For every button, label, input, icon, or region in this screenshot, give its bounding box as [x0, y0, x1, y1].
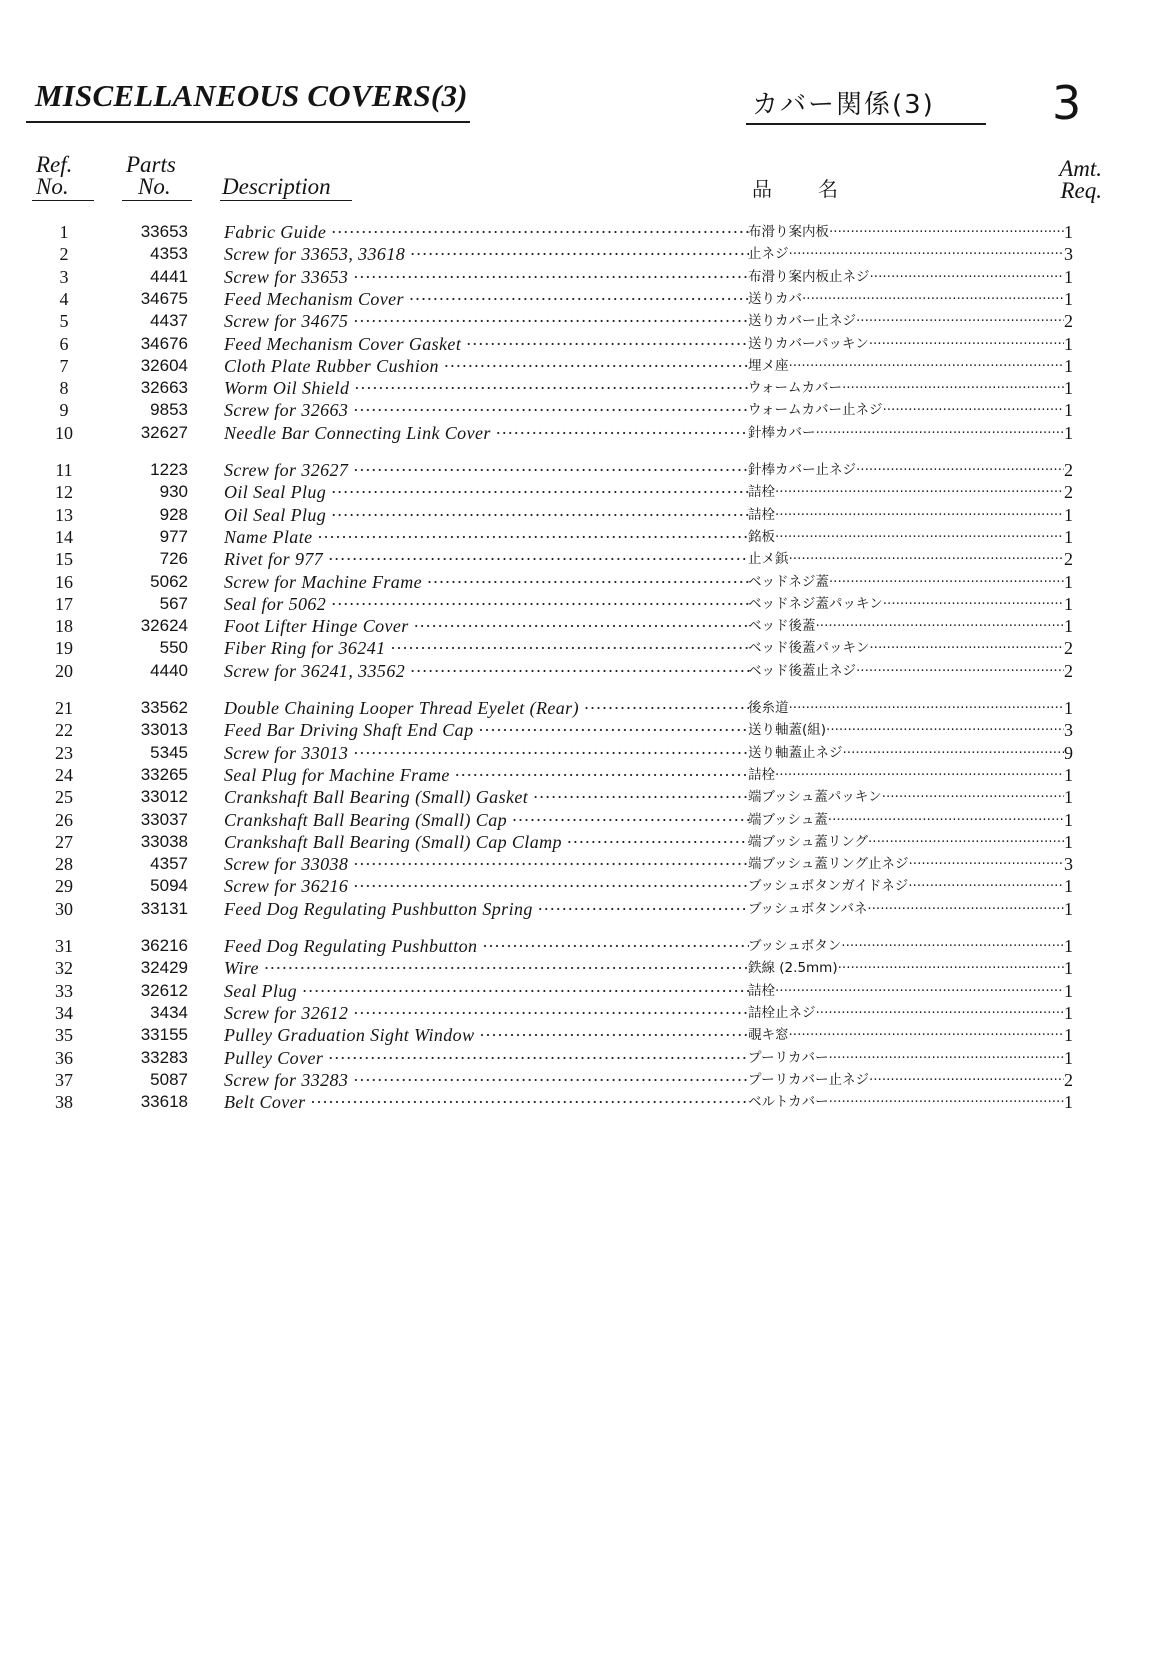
table-row [0, 875, 1174, 897]
ref-no-cell: 6 [59, 333, 69, 354]
table-row [0, 764, 1174, 786]
amount-cell: 2 [1064, 638, 1073, 659]
table-row [0, 786, 1174, 808]
parts-no-cell: 33012 [140, 787, 188, 807]
amount-cell: 2 [1064, 482, 1073, 503]
table-row [0, 333, 1174, 355]
amount-cell: 1 [1064, 698, 1073, 718]
japanese-name-cell: 布滑り案内板止ネジ ····· [748, 266, 1064, 288]
description-cell: Cloth Plate Rubber Cushion ····· [224, 355, 749, 377]
description-cell: Double Chaining Looper Thread Eyelet (Rear) ····· [224, 697, 749, 719]
table-row [0, 481, 1174, 503]
ref-no-cell: 15 [55, 549, 73, 570]
japanese-name-cell: 埋メ座 ····· [748, 355, 1064, 377]
japanese-name-cell: 端ブッシュ蓋リング止ネジ ····· [748, 853, 1064, 875]
parts-no-cell: 36216 [140, 936, 188, 955]
japanese-name-cell: 詰栓 ····· [748, 764, 1064, 786]
parts-no-cell: 4357 [150, 854, 188, 874]
parts-no-cell: 5094 [150, 876, 188, 896]
japanese-name-cell: ウォームカバー止ネジ ····· [748, 399, 1064, 421]
parts-no-cell: 33013 [140, 720, 188, 740]
parts-no-cell: 32663 [140, 378, 188, 398]
description-cell: Screw for 33013 ····· [224, 742, 749, 764]
amount-cell: 1 [1064, 266, 1073, 287]
japanese-name-cell: 銘板 ····· [748, 526, 1064, 548]
japanese-name-cell: 詰栓 ····· [748, 504, 1064, 526]
table-row [0, 221, 1174, 243]
ref-no-cell: 10 [55, 422, 73, 443]
table-row [0, 898, 1174, 920]
japanese-name-cell: プーリカバー止ネジ ····· [748, 1069, 1064, 1091]
japanese-name-cell: 止ネジ ····· [748, 243, 1064, 265]
description-cell: Screw for 33283 ····· [224, 1069, 749, 1091]
ref-no-cell: 18 [55, 616, 73, 637]
ref-no-cell: 2 [59, 244, 69, 265]
ref-no-cell: 21 [55, 698, 73, 718]
table-row [0, 935, 1174, 957]
parts-no-cell: 33155 [140, 1025, 188, 1045]
ref-no-cell: 38 [55, 1092, 73, 1113]
description-cell: Belt Cover ····· [224, 1091, 749, 1113]
table-row [0, 571, 1174, 593]
japanese-name-cell: ベッド後蓋 ····· [748, 615, 1064, 637]
table-row [0, 526, 1174, 548]
description-cell: Pulley Graduation Sight Window ····· [224, 1024, 749, 1046]
table-row [0, 422, 1174, 444]
parts-no-cell: 4440 [150, 660, 188, 680]
description-cell: Crankshaft Ball Bearing (Small) Gasket ····· [224, 786, 749, 808]
description-cell: Screw for 32627 ····· [224, 459, 749, 481]
parts-no-cell: 977 [159, 526, 188, 546]
page-number: 3 [1052, 76, 1082, 130]
parts-no-cell: 4441 [150, 266, 188, 286]
table-row [0, 355, 1174, 377]
amount-cell: 1 [1064, 616, 1073, 637]
amount-cell: 1 [1064, 400, 1073, 421]
description-cell: Screw for 33038 ····· [224, 853, 749, 875]
amount-cell: 2 [1064, 311, 1073, 332]
ref-no-cell: 14 [55, 526, 73, 547]
ref-no-cell: 23 [55, 742, 73, 763]
description-cell: Feed Dog Regulating Pushbutton ····· [224, 935, 749, 957]
parts-no-cell: 33653 [140, 222, 188, 241]
parts-no-cell: 33038 [140, 831, 188, 851]
table-row [0, 957, 1174, 979]
japanese-name-cell: ベッドネジ蓋 ····· [748, 571, 1064, 593]
table-row [0, 593, 1174, 615]
table-row [0, 697, 1174, 719]
table-row [0, 266, 1174, 288]
ref-no-cell: 32 [55, 958, 73, 979]
parts-no-cell: 34676 [140, 333, 188, 353]
ref-no-cell: 29 [55, 876, 73, 897]
table-row [0, 980, 1174, 1002]
ref-no-cell: 31 [55, 936, 73, 956]
ref-no-cell: 26 [55, 809, 73, 830]
japanese-name-cell: 送りカバ ····· [748, 288, 1064, 310]
amount-cell: 1 [1064, 936, 1073, 956]
parts-no-cell: 930 [159, 482, 188, 502]
parts-no-cell: 4437 [150, 311, 188, 331]
parts-no-cell: 1223 [150, 460, 188, 479]
parts-no-cell: 33283 [140, 1047, 188, 1067]
ref-no-cell: 25 [55, 787, 73, 808]
amount-cell: 2 [1064, 549, 1073, 570]
ref-no-cell: 35 [55, 1025, 73, 1046]
japanese-name-cell: 針棒カバー止ネジ ····· [748, 459, 1064, 481]
description-cell: Name Plate ····· [224, 526, 749, 548]
amount-cell: 1 [1064, 526, 1073, 547]
column-header-ref-line1: Ref. [36, 152, 73, 177]
ref-no-cell: 37 [55, 1069, 73, 1090]
description-cell: Feed Dog Regulating Pushbutton Spring ····· [224, 898, 749, 920]
japanese-name-cell: 端ブッシュ蓋 ····· [748, 809, 1064, 831]
description-cell: Needle Bar Connecting Link Cover ····· [224, 422, 749, 444]
table-row [0, 1091, 1174, 1113]
amount-cell: 1 [1064, 980, 1073, 1001]
parts-no-cell: 33037 [140, 809, 188, 829]
ref-no-cell: 34 [55, 1002, 73, 1023]
japanese-name-cell: ベルトカバー ····· [748, 1091, 1064, 1113]
description-cell: Rivet for 977 ····· [224, 548, 749, 570]
ref-no-cell: 28 [55, 854, 73, 875]
description-cell: Screw for 36241, 33562 ····· [224, 660, 749, 682]
description-cell: Foot Lifter Hinge Cover ····· [224, 615, 749, 637]
column-header-parts-line1: Parts [126, 152, 176, 177]
japanese-name-cell: ブッシュボタンガイドネジ ····· [748, 875, 1064, 897]
description-cell: Screw for 33653, 33618 ····· [224, 243, 749, 265]
table-row [0, 719, 1174, 741]
amount-cell: 9 [1064, 742, 1073, 763]
description-cell: Fabric Guide ····· [224, 221, 749, 243]
parts-no-cell: 32612 [140, 980, 188, 1000]
column-header-description: Description [222, 174, 331, 199]
description-cell: Screw for 32663 ····· [224, 399, 749, 421]
japanese-name-cell: 止メ鋲 ····· [748, 548, 1064, 570]
description-cell: Screw for 33653 ····· [224, 266, 749, 288]
ref-no-cell: 4 [59, 288, 69, 309]
table-row [0, 288, 1174, 310]
title-english: MISCELLANEOUS COVERS(3) [35, 78, 468, 113]
japanese-name-cell: 針棒カバー ····· [748, 422, 1064, 444]
ref-no-cell: 30 [55, 898, 73, 919]
amount-cell: 2 [1064, 1069, 1073, 1090]
ref-no-cell: 1 [59, 222, 69, 242]
ref-no-cell: 8 [59, 378, 69, 399]
amount-cell: 1 [1064, 222, 1073, 242]
table-row [0, 1002, 1174, 1024]
ref-no-cell: 11 [55, 460, 73, 480]
description-cell: Seal Plug ····· [224, 980, 749, 1002]
ref-no-cell: 24 [55, 764, 73, 785]
japanese-name-cell: 後糸道 ····· [748, 697, 1064, 719]
amount-cell: 1 [1064, 504, 1073, 525]
table-row [0, 853, 1174, 875]
parts-no-cell: 3434 [150, 1002, 188, 1022]
table-row [0, 504, 1174, 526]
description-cell: Wire ····· [224, 957, 749, 979]
ref-no-cell: 17 [55, 593, 73, 614]
description-cell: Seal for 5062 ····· [224, 593, 749, 615]
column-header-amt-line2: Req. [1060, 178, 1102, 203]
table-row [0, 1024, 1174, 1046]
column-header-japanese-name: 品 名 [752, 177, 840, 201]
amount-cell: 1 [1064, 355, 1073, 376]
ref-no-cell: 33 [55, 980, 73, 1001]
japanese-name-cell: 送りカバー止ネジ ····· [748, 310, 1064, 332]
parts-no-cell: 32429 [140, 958, 188, 978]
parts-no-cell: 5345 [150, 742, 188, 762]
description-cell: Crankshaft Ball Bearing (Small) Cap Clamp ····· [224, 831, 749, 853]
ref-no-cell: 36 [55, 1047, 73, 1068]
table-row [0, 660, 1174, 682]
ref-no-cell: 27 [55, 831, 73, 852]
description-cell: Screw for 34675 ····· [224, 310, 749, 332]
description-cell: Feed Mechanism Cover ····· [224, 288, 749, 310]
parts-no-cell: 550 [159, 638, 188, 658]
japanese-name-cell: 送りカバーパッキン ····· [748, 333, 1064, 355]
amount-cell: 1 [1064, 1002, 1073, 1023]
description-cell: Feed Bar Driving Shaft End Cap ····· [224, 719, 749, 741]
table-row [0, 399, 1174, 421]
amount-cell: 1 [1064, 1025, 1073, 1046]
description-cell: Worm Oil Shield ····· [224, 377, 749, 399]
table-row [0, 548, 1174, 570]
japanese-name-cell: 端ブッシュ蓋リング ····· [748, 831, 1064, 853]
parts-no-cell: 5062 [150, 571, 188, 591]
table-row [0, 377, 1174, 399]
table-row [0, 310, 1174, 332]
parts-no-cell: 33131 [140, 898, 188, 918]
ref-no-cell: 12 [55, 482, 73, 503]
amount-cell: 1 [1064, 1092, 1073, 1113]
description-cell: Seal Plug for Machine Frame ····· [224, 764, 749, 786]
ref-no-cell: 7 [59, 355, 69, 376]
parts-no-cell: 32624 [140, 616, 188, 636]
table-row [0, 615, 1174, 637]
ref-no-cell: 16 [55, 571, 73, 592]
column-header-amt-line1: Amt. [1059, 156, 1102, 181]
parts-no-cell: 5087 [150, 1069, 188, 1089]
description-cell: Pulley Cover ····· [224, 1047, 749, 1069]
parts-no-cell: 33618 [140, 1092, 188, 1112]
amount-cell: 1 [1064, 288, 1073, 309]
japanese-name-cell: ウォームカバー ····· [748, 377, 1064, 399]
description-cell: Crankshaft Ball Bearing (Small) Cap ····· [224, 809, 749, 831]
japanese-name-cell: 詰栓 ····· [748, 980, 1064, 1002]
amount-cell: 2 [1064, 660, 1073, 681]
parts-no-cell: 32627 [140, 422, 188, 442]
amount-cell: 1 [1064, 333, 1073, 354]
amount-cell: 1 [1064, 1047, 1073, 1068]
parts-no-cell: 32604 [140, 355, 188, 375]
column-header-ref-line2: No. [36, 174, 69, 199]
japanese-name-cell: ブッシュボタンバネ ····· [748, 898, 1064, 920]
amount-cell: 1 [1064, 787, 1073, 808]
ref-no-cell: 9 [59, 400, 69, 421]
amount-cell: 3 [1064, 854, 1073, 875]
japanese-name-cell: 詰栓 ····· [748, 481, 1064, 503]
japanese-name-cell: 送り軸蓋止ネジ ····· [748, 742, 1064, 764]
amount-cell: 1 [1064, 898, 1073, 919]
amount-cell: 3 [1064, 720, 1073, 741]
amount-cell: 1 [1064, 831, 1073, 852]
amount-cell: 3 [1064, 244, 1073, 265]
ref-no-cell: 22 [55, 720, 73, 741]
table-row [0, 1069, 1174, 1091]
table-row [0, 243, 1174, 265]
japanese-name-cell: ブッシュボタン ····· [748, 935, 1064, 957]
column-header-parts-line2: No. [138, 174, 171, 199]
amount-cell: 1 [1064, 593, 1073, 614]
japanese-name-cell: ベッド後蓋パッキン ····· [748, 637, 1064, 659]
title-japanese: カバー関係(3) [752, 90, 935, 120]
amount-cell: 1 [1064, 876, 1073, 897]
japanese-name-cell: 送り軸蓋(組) ····· [748, 719, 1064, 741]
amount-cell: 1 [1064, 422, 1073, 443]
description-cell: Fiber Ring for 36241 ····· [224, 637, 749, 659]
table-row [0, 1047, 1174, 1069]
description-cell: Feed Mechanism Cover Gasket ····· [224, 333, 749, 355]
table-row [0, 809, 1174, 831]
japanese-name-cell: 布滑り案内板 ····· [748, 221, 1064, 243]
amount-cell: 1 [1064, 764, 1073, 785]
description-cell: Screw for Machine Frame ····· [224, 571, 749, 593]
ref-no-cell: 13 [55, 504, 73, 525]
japanese-name-cell: 端ブッシュ蓋パッキン ····· [748, 786, 1064, 808]
amount-cell: 1 [1064, 958, 1073, 979]
japanese-name-cell: 覗キ窓 ····· [748, 1024, 1064, 1046]
description-cell: Screw for 36216 ····· [224, 875, 749, 897]
parts-no-cell: 33562 [140, 698, 188, 717]
parts-no-cell: 9853 [150, 400, 188, 420]
parts-no-cell: 34675 [140, 288, 188, 308]
parts-no-cell: 4353 [150, 244, 188, 264]
parts-no-cell: 567 [159, 593, 188, 613]
table-row [0, 831, 1174, 853]
japanese-name-cell: 鉄線 (2.5mm) ····· [748, 957, 1064, 979]
parts-no-cell: 726 [159, 549, 188, 569]
table-row [0, 742, 1174, 764]
description-cell: Screw for 32612 ····· [224, 1002, 749, 1024]
amount-cell: 1 [1064, 378, 1073, 399]
description-cell: Oil Seal Plug ····· [224, 481, 749, 503]
table-row [0, 637, 1174, 659]
japanese-name-cell: プーリカバー ····· [748, 1047, 1064, 1069]
japanese-name-cell: ベッド後蓋止ネジ ····· [748, 660, 1064, 682]
parts-no-cell: 33265 [140, 764, 188, 784]
table-row [0, 459, 1174, 481]
ref-no-cell: 20 [55, 660, 73, 681]
parts-no-cell: 928 [159, 504, 188, 524]
ref-no-cell: 5 [59, 311, 69, 332]
amount-cell: 1 [1064, 571, 1073, 592]
amount-cell: 2 [1064, 460, 1073, 480]
japanese-name-cell: ベッドネジ蓋パッキン ····· [748, 593, 1064, 615]
ref-no-cell: 19 [55, 638, 73, 659]
amount-cell: 1 [1064, 809, 1073, 830]
description-cell: Oil Seal Plug ····· [224, 504, 749, 526]
japanese-name-cell: 詰栓止ネジ ····· [748, 1002, 1064, 1024]
ref-no-cell: 3 [59, 266, 69, 287]
